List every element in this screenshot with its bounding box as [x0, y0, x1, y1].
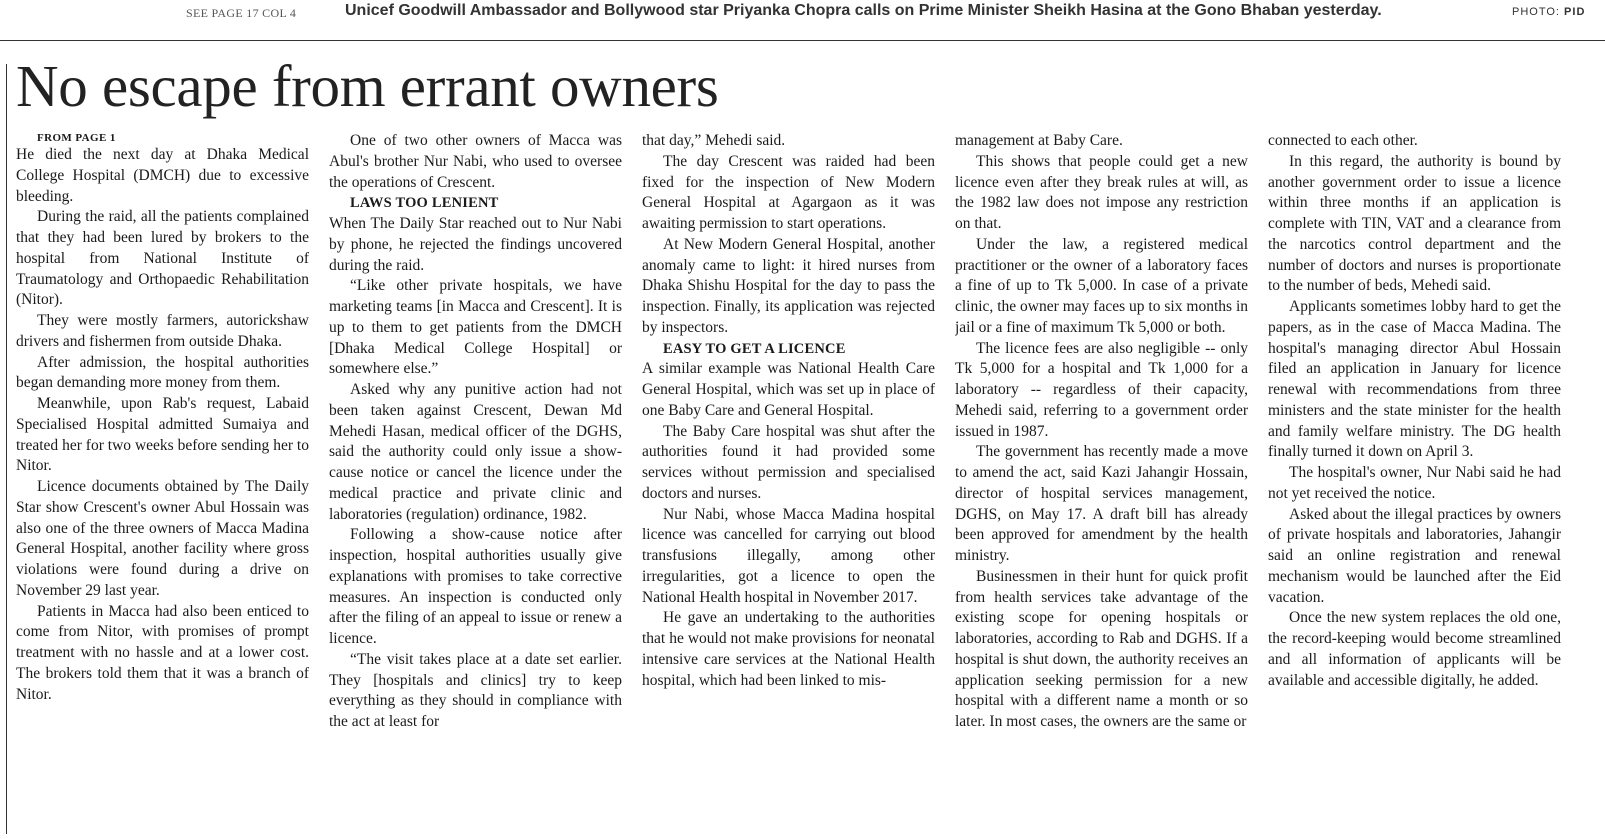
- article-paragraph: Under the law, a registered medical practitioner or the owner of a laboratory faces a fine of up to Tk 5,000. In case of a private clinic, the owner may faces up to six months in jail or a fine of maximum Tk 5,000 or both.: [955, 235, 1248, 336]
- continued-from-kicker: FROM PAGE 1: [37, 132, 116, 144]
- article-paragraph: The government has recently made a move to amend the act, said Kazi Jahangir Hossain, director of hospital services management, DGHS, on May 17. A draft bill has already been approved for amendment by the health ministry.: [955, 443, 1248, 564]
- article-paragraph: The day Crescent was raided had been fixed for the inspection of New Modern General Hospital at Agargaon as it was awaiting permission to start operations.: [642, 152, 935, 232]
- article-paragraph: “Like other private hospitals, we have marketing teams [in Macca and Crescent]. It is up to them to get patients from the DMCH [Dhaka Medical College Hospital] or somewhere else.”: [329, 277, 622, 378]
- article-paragraph: When The Daily Star reached out to Nur Nabi by phone, he rejected the findings uncovered during the raid.: [329, 215, 622, 274]
- photo-credit-source: PID: [1564, 6, 1586, 18]
- see-page-reference: SEE PAGE 17 COL 4: [186, 6, 297, 20]
- article-paragraph: Asked about the illegal practices by owners of private hospitals and laboratories, Jahangir said an online registration and renewal mechanism would be launched after the Eid vacation.: [1268, 505, 1561, 606]
- article-paragraph: At New Modern General Hospital, another anomaly came to light: it hired nurses from Dhaka Shishu Hospital for the day to pass the inspection. Finally, its application was rejected by inspectors.: [642, 235, 935, 336]
- article-column-1: [16, 131, 309, 831]
- article-paragraph: The licence fees are also negligible -- only Tk 5,000 for a hospital and Tk 1,000 for a laboratory -- regardless of their capacity, Mehedi said, referring to a government order issued in 1987.: [955, 339, 1248, 440]
- photo-label: PHOTO:: [1512, 6, 1560, 18]
- photo-caption-bar: [0, 0, 1605, 41]
- article-paragraph: The hospital's owner, Nur Nabi said he had not yet received the notice.: [1268, 464, 1561, 502]
- photo-credit: [1512, 6, 1585, 18]
- article-column-5: [1268, 131, 1561, 831]
- section-subhead: EASY TO GET A LICENCE: [663, 340, 846, 357]
- article-paragraph: Applicants sometimes lobby hard to get the papers, as in the case of Macca Madina. The hospital's managing director Abul Hossain filed an application in January for licence renewal with recommendations from three ministers and the state minister for the health and family welfare ministry. The DG health finally turned it down on April 3.: [1268, 298, 1561, 461]
- article-paragraph: Asked why any punitive action had not been taken against Crescent, Dewan Md Mehedi Hasan, medical officer of the DGHS, said the authority could only issue a show-cause notice or cancel the licence under the medical practice and private clinic and laboratories (regulation) ordinance, 1982.: [329, 381, 622, 523]
- article-paragraph: Licence documents obtained by The Daily Star show Crescent's owner Abul Hossain was also one of the three owners of Macca Madina General Hospital, another facility where gross violations were found during a drive on November 29 last year.: [16, 478, 309, 599]
- article-paragraph: Patients in Macca had also been enticed to come from Nitor, with promises of prompt treatment with no hassle and at a lower cost. The brokers told them that it was a branch of Nitor.: [16, 602, 309, 703]
- article-paragraph: He gave an undertaking to the authorities that he would not make provisions for neonatal intensive care services at the National Health hospital, which had been linked to mis-: [642, 609, 935, 689]
- article-paragraph: “The visit takes place at a date set earlier. They [hospitals and clinics] try to keep everything as they should in compliance with the act at least for: [329, 650, 622, 730]
- article-paragraph: In this regard, the authority is bound by another government order to issue a licence within three months if an application is complete with TIN, VAT and a clearance from the narcotics control department and the number of doctors and nurses is proportionate to the number of beds, Mehedi said.: [1268, 152, 1561, 295]
- photo-caption: Unicef Goodwill Ambassador and Bollywood star Priyanka Chopra calls on Prime Minister Sheikh Hasina at the Gono Bhaban yesterday.: [345, 2, 1382, 19]
- article-paragraph: A similar example was National Health Care General Hospital, which was set up in place of one Baby Care and General Hospital.: [642, 360, 935, 419]
- article-column-4: [955, 131, 1248, 831]
- article-paragraph: During the raid, all the patients complained that they had been lured by brokers to the hospital from National Institute of Traumatology and Orthopaedic Rehabilitation (Nitor).: [16, 208, 309, 309]
- article-paragraph: Businessmen in their hunt for quick profit from health services take advantage of the existing scope for opening hospitals or laboratories, according to Rab and DGHS. If a hospital is shut down, the authority receives an application seeking permission for a new hospital with a different name a month or so later. In most cases, the owners are the same or: [955, 567, 1248, 730]
- article-column-3: [642, 131, 935, 831]
- article-paragraph: Meanwhile, upon Rab's request, Labaid Specialised Hospital admitted Sumaiya and treated her for two weeks before sending her to Nitor.: [16, 395, 309, 475]
- article-paragraph: One of two other owners of Macca was Abul's brother Nur Nabi, who used to oversee the operations of Crescent.: [329, 132, 622, 191]
- article-paragraph: The Baby Care hospital was shut after the authorities found it had provided some services without permission and specialised doctors and nurses.: [642, 422, 935, 502]
- article-paragraph: He died the next day at Dhaka Medical College Hospital (DMCH) due to excessive bleeding.: [16, 146, 309, 205]
- article-column-2: [329, 131, 622, 831]
- article-paragraph: This shows that people could get a new licence even after they break rules at will, as the 1982 law does not impose any restriction on that.: [955, 152, 1248, 232]
- article-paragraph: connected to each other.: [1268, 132, 1418, 149]
- article-paragraph: They were mostly farmers, autorickshaw drivers and fishermen from outside Dhaka.: [16, 312, 309, 350]
- section-subhead: LAWS TOO LENIENT: [350, 195, 499, 212]
- article-paragraph: management at Baby Care.: [955, 132, 1123, 149]
- article-paragraph: that day,” Mehedi said.: [642, 132, 786, 149]
- article-paragraph: After admission, the hospital authorities began demanding more money from them.: [16, 353, 309, 392]
- article-headline: No escape from errant owners: [16, 53, 719, 119]
- article-paragraph: Nur Nabi, whose Macca Madina hospital licence was cancelled for carrying out blood transfusions illegally, among other irregularities, got a licence to open the National Health hospital in November 2017.: [642, 505, 935, 606]
- article-paragraph: Once the new system replaces the old one, the record-keeping would become streamlined and all information of applicants will be available and accessible digitally, he added.: [1268, 609, 1561, 689]
- article-paragraph: Following a show-cause notice after inspection, hospital authorities usually give explanations with promises to take corrective measures. An inspection is conducted only after the filing of an appeal to issue or renew a licence.: [329, 526, 622, 647]
- column-divider-rule: [6, 64, 7, 834]
